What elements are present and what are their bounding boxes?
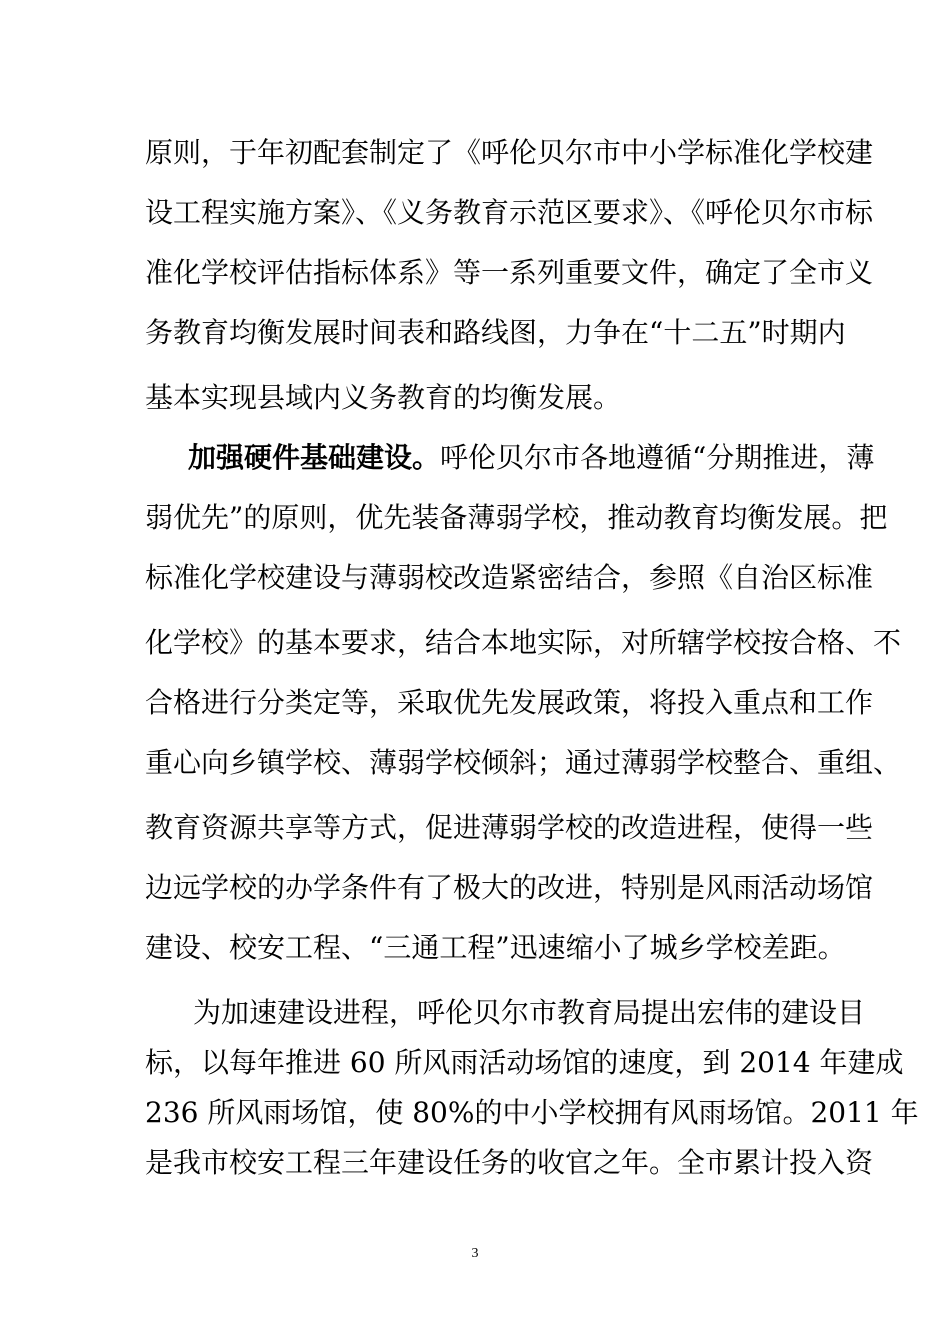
paragraph-line: 化学校》的基本要求，结合本地实际，对所辖学校按合格、不 <box>145 626 902 659</box>
paragraph-line: 标准化学校建设与薄弱校改造紧密结合，参照《自治区标准 <box>145 561 874 594</box>
paragraph-line: 236 所风雨场馆，使 80%的中小学校拥有风雨场馆。2011 年 <box>145 1096 919 1129</box>
heading-line-text: 呼伦贝尔市各地遵循“分期推进，薄 <box>440 441 875 474</box>
paragraph-line: 边远学校的办学条件有了极大的改进，特别是风雨活动场馆 <box>145 871 874 904</box>
paragraph-line: 标，以每年推进 60 所风雨活动场馆的速度，到 2014 年建成 <box>145 1046 904 1079</box>
paragraph-line: 弱优先”的原则，优先装备薄弱学校，推动教育均衡发展。把 <box>145 501 888 534</box>
paragraph-line: 准化学校评估指标体系》等一系列重要文件，确定了全市义 <box>145 256 874 289</box>
paragraph-line: 基本实现县域内义务教育的均衡发展。 <box>145 381 622 414</box>
section-heading-line <box>188 438 875 478</box>
paragraph-line: 重心向乡镇学校、薄弱学校倾斜；通过薄弱学校整合、重组、 <box>145 746 902 779</box>
paragraph-line: 原则，于年初配套制定了《呼伦贝尔市中小学标准化学校建 <box>145 136 874 169</box>
paragraph-line: 教育资源共享等方式，促进薄弱学校的改造进程，使得一些 <box>145 811 874 844</box>
paragraph-line: 合格进行分类定等，采取优先发展政策，将投入重点和工作 <box>145 686 874 719</box>
paragraph-line: 建设、校安工程、“三通工程”迅速缩小了城乡学校差距。 <box>145 931 846 964</box>
paragraph-line: 务教育均衡发展时间表和路线图，力争在“十二五”时期内 <box>145 316 846 349</box>
page-number: 3 <box>471 1246 479 1261</box>
section-heading: 加强硬件基础建设。 <box>188 441 441 474</box>
paragraph-line: 设工程实施方案》、《义务教育示范区要求》、《呼伦贝尔市标 <box>145 196 874 229</box>
paragraph-line: 为加速建设进程，呼伦贝尔市教育局提出宏伟的建设目 <box>193 996 866 1029</box>
paragraph-line: 是我市校安工程三年建设任务的收官之年。全市累计投入资 <box>145 1146 874 1179</box>
